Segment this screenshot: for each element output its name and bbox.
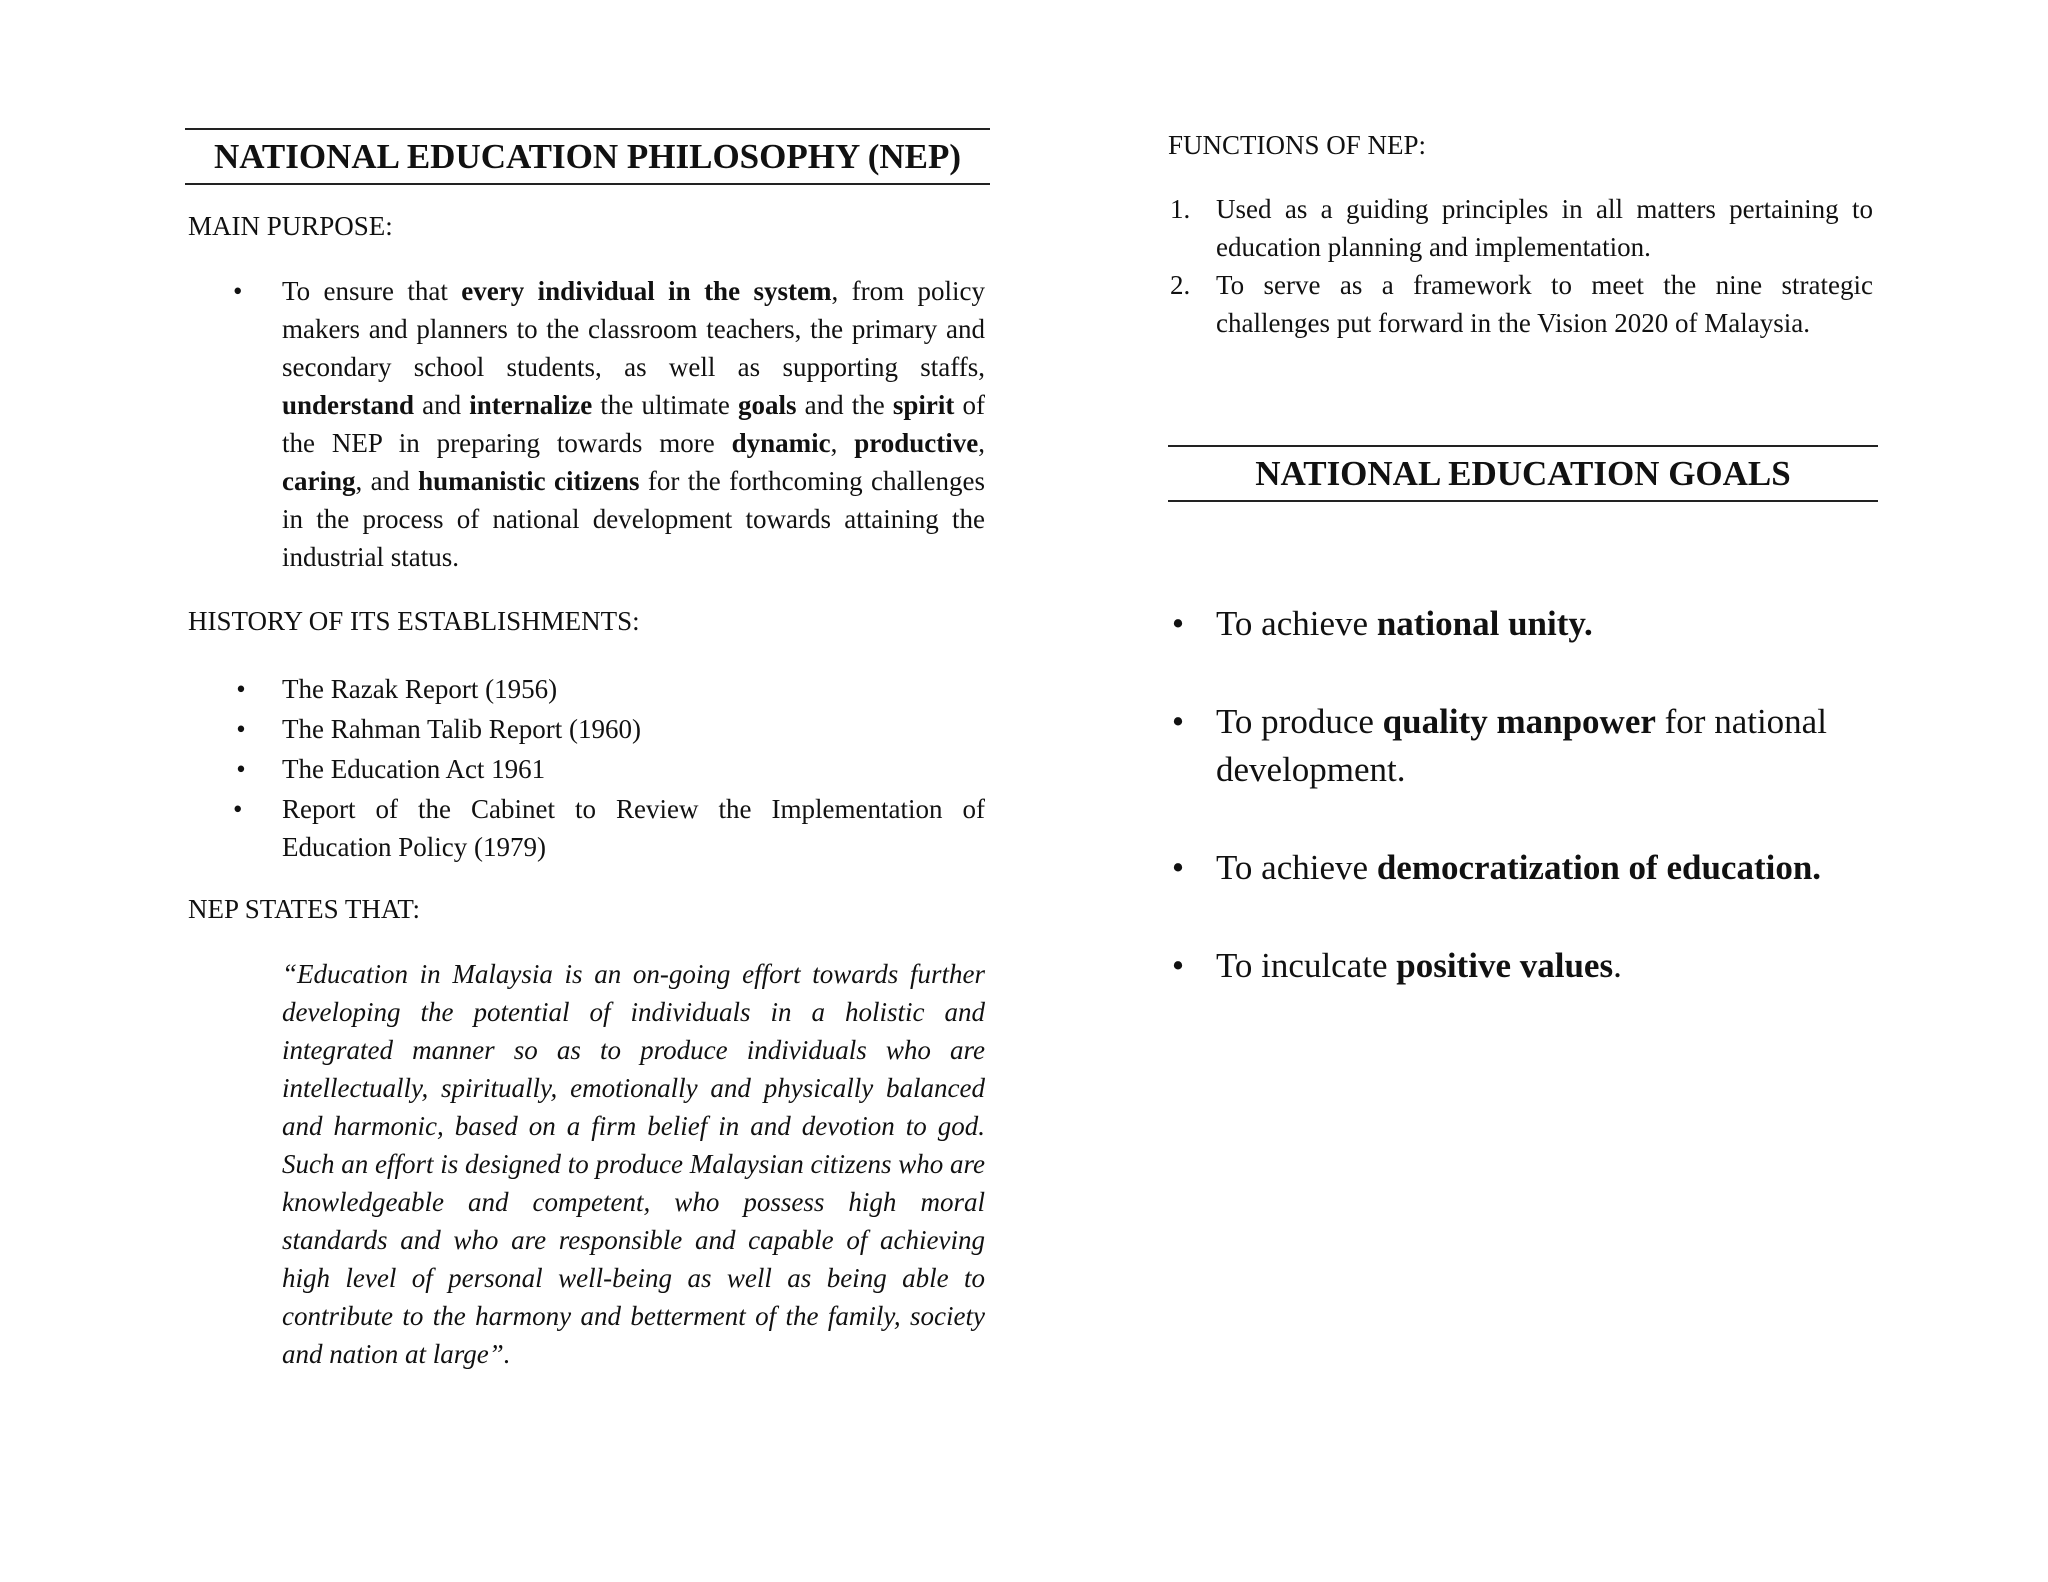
goal-emphasis: quality manpower — [1382, 702, 1656, 741]
purpose-emphasis: spirit — [892, 390, 955, 420]
bullet-icon: • — [233, 276, 243, 306]
nep-title: NATIONAL EDUCATION PHILOSOPHY (NEP) — [185, 128, 990, 185]
goal-emphasis: national unity. — [1376, 604, 1593, 643]
purpose-emphasis: understand — [282, 390, 415, 420]
history-item — [185, 710, 985, 748]
goal-item — [1168, 600, 1873, 648]
goal-item — [1168, 942, 1873, 990]
functions-list — [1168, 190, 1873, 342]
purpose-emphasis: goals — [738, 390, 797, 420]
history-item-text: Report of the Cabinet to Review the Implementation of Education Policy (1979) — [282, 794, 985, 862]
function-number: 2. — [1170, 270, 1191, 300]
purpose-text: of the NEP in preparing towards more — [282, 390, 985, 458]
goal-text: To inculcate — [1216, 946, 1397, 985]
main-purpose-list — [185, 272, 985, 576]
purpose-emphasis: humanistic citizens — [418, 466, 640, 496]
history-list — [185, 670, 985, 868]
purpose-text: , — [978, 428, 986, 458]
history-item-text: The Education Act 1961 — [282, 754, 546, 784]
function-number: 1. — [1170, 194, 1191, 224]
purpose-text: for the forthcoming challenges in the process of national development towards attaining the industrial status. — [282, 466, 985, 572]
goals-list — [1168, 600, 1873, 990]
history-item — [185, 670, 985, 708]
bullet-icon: • — [1171, 604, 1185, 643]
purpose-emphasis: dynamic — [731, 428, 831, 458]
purpose-text: , from policy makers and planners to the classroom teachers, the primary and secondary school students, as well as supporting staffs, — [282, 276, 985, 382]
purpose-emphasis: internalize — [469, 390, 593, 420]
bullet-icon: • — [236, 714, 246, 744]
bullet-icon: • — [233, 794, 243, 824]
functions-label: FUNCTIONS OF NEP: — [1168, 130, 1427, 160]
function-item — [1168, 266, 1873, 342]
goal-text: To achieve — [1216, 604, 1377, 643]
history-item — [185, 790, 985, 866]
bullet-icon: • — [1171, 848, 1185, 887]
purpose-emphasis: productive — [854, 428, 979, 458]
history-label: HISTORY OF ITS ESTABLISHMENTS: — [188, 606, 640, 636]
goal-emphasis: democratization of education. — [1376, 848, 1822, 887]
purpose-emphasis: caring — [282, 466, 356, 496]
goal-emphasis: positive values — [1396, 946, 1614, 985]
goal-text: To achieve — [1216, 848, 1377, 887]
purpose-text: , — [830, 428, 855, 458]
bullet-icon: • — [236, 754, 246, 784]
goal-item — [1168, 844, 1873, 892]
purpose-text: and the — [796, 390, 893, 420]
history-item-text: The Razak Report (1956) — [282, 674, 558, 704]
history-item-text: The Rahman Talib Report (1960) — [282, 714, 642, 744]
goal-item — [1168, 698, 1873, 794]
nep-states-label: NEP STATES THAT: — [188, 894, 421, 924]
purpose-text: the ultimate — [592, 390, 739, 420]
goal-text: To produce — [1216, 702, 1383, 741]
purpose-text: , and — [355, 466, 419, 496]
function-item — [1168, 190, 1873, 266]
nep-quote: “Education in Malaysia is an on-going effort towards further developing the potential of individuals in a holistic and integrated manner so as to produce individuals who are intellectually, spiritually, emotionally and physically balanced and harmonic, based on a firm belief in and devotion to god. Such an effort is designed to produce Malaysian citizens who are knowledgeable and competent, who possess high moral standards and who are responsible and capable of achieving high level of personal well-being as well as being able to contribute to the harmony and betterment of the family, society and nation at large”. — [282, 959, 985, 1369]
bullet-icon: • — [1171, 702, 1185, 741]
goal-text: for national development. — [1216, 702, 1827, 789]
purpose-emphasis: every individual in the system — [461, 276, 832, 306]
purpose-text: To ensure that — [282, 276, 462, 306]
bullet-icon: • — [236, 674, 246, 704]
main-purpose-label: MAIN PURPOSE: — [188, 211, 393, 241]
goal-text: . — [1613, 946, 1622, 985]
goals-title: NATIONAL EDUCATION GOALS — [1168, 445, 1878, 502]
bullet-icon: • — [1171, 946, 1185, 985]
history-item — [185, 750, 985, 788]
function-text: Used as a guiding principles in all matters pertaining to education planning and implementation. — [1216, 194, 1873, 262]
function-text: To serve as a framework to meet the nine strategic challenges put forward in the Vision 2020 of Malaysia. — [1216, 270, 1873, 338]
purpose-text: and — [414, 390, 470, 420]
purpose-item — [185, 272, 985, 576]
